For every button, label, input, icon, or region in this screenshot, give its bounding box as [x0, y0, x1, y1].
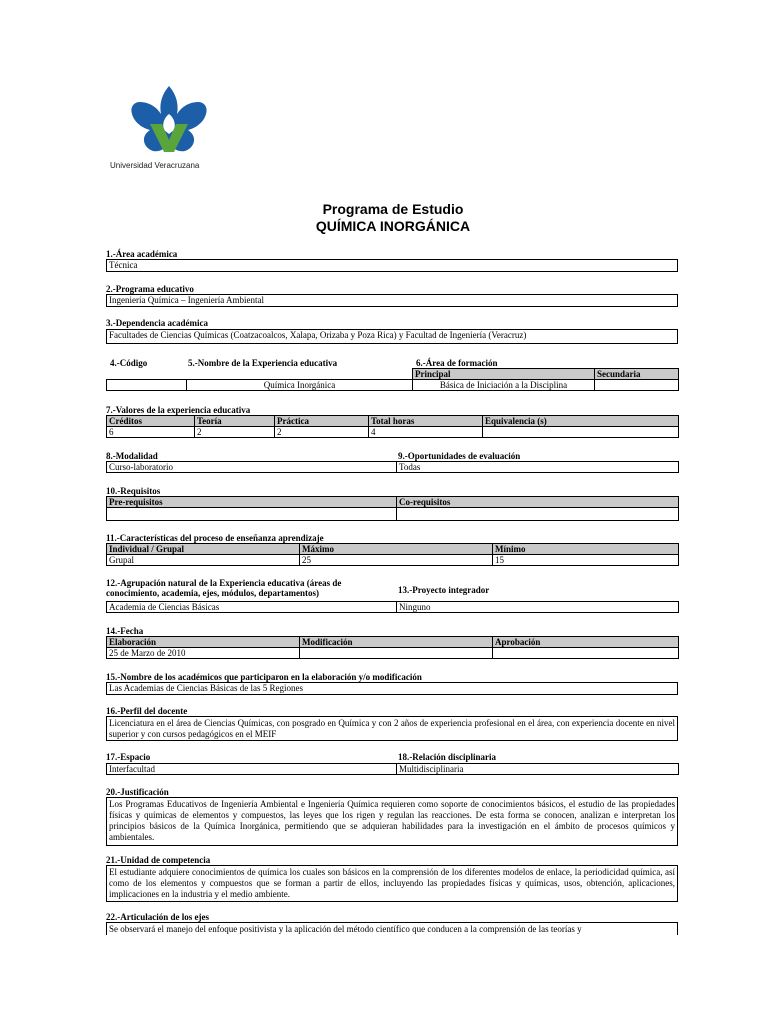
nombre-ee-value: Química Inorgánica — [187, 380, 413, 391]
modalidad-table — [106, 461, 679, 473]
espacio-table — [106, 763, 679, 775]
individual-grupal-value: Grupal — [107, 555, 300, 566]
section-6-label: 6.-Área de formación — [416, 358, 498, 368]
individual-grupal-header: Individual / Grupal — [107, 544, 300, 555]
unidad-competencia-value: El estudiante adquiere conocimientos de química los cuales son básicos en la comprensión de los diferentes modelos de enlace, la periodicidad química, así como de los elementos y compuestos que se forman a partir de ellos, incluyendo las propiedades físicas y químicas, usos, obtención, aplicaciones, implicaciones en la industria y el medio ambiente. — [106, 865, 678, 902]
programa-educativo-value: Ingeniería Química – Ingeniería Ambiental — [106, 294, 678, 307]
perfil-docente-value: Licenciatura en el área de Ciencias Químicas, con posgrado en Química y con 2 años de experiencia profesional en el área, con experiencia docente en nivel superior y con cursos pedagógicos en el MEIF — [106, 716, 678, 741]
teoria-header: Teoría — [195, 416, 275, 427]
secundaria-value — [595, 380, 679, 391]
oportunidades-value: Todas — [397, 462, 679, 473]
agrupacion-value: Academia de Ciencias Básicas — [107, 602, 397, 613]
principal-value: Básica de Iniciación a la Disciplina — [413, 380, 595, 391]
modificacion-value — [300, 648, 493, 659]
section-16-label: 16.-Perfil del docente — [106, 706, 188, 716]
section-13-label: 13.-Proyecto integrador — [398, 585, 490, 595]
caracteristicas-table — [106, 543, 679, 566]
section-14-label: 14.-Fecha — [106, 626, 144, 636]
secundaria-header: Secundaria — [595, 369, 679, 380]
section-12-label-line1: 12.-Agrupación natural de la Experiencia educativa (áreas de — [106, 578, 342, 588]
relacion-disciplinaria-value: Multidisciplinaria — [397, 764, 679, 775]
section-2-label: 2.-Programa educativo — [106, 284, 194, 294]
codigo-nombre-area-table — [106, 368, 679, 391]
section-3-label: 3.-Dependencia académica — [106, 318, 208, 328]
corequisitos-header: Co-requisitos — [397, 497, 679, 508]
university-name: Universidad Veracruzana — [110, 161, 200, 170]
total-horas-header: Total horas — [369, 416, 483, 427]
section-21-label: 21.-Unidad de competencia — [106, 855, 211, 865]
corequisitos-value — [397, 508, 679, 521]
section-9-label: 9.-Oportunidades de evaluación — [398, 451, 521, 461]
academicos-value: Las Academias de Ciencias Básicas de las 5 Regiones — [106, 682, 678, 695]
area-academica-value: Técnica — [106, 259, 678, 272]
document-title: Programa de Estudio — [322, 201, 464, 217]
elaboracion-header: Elaboración — [107, 637, 300, 648]
aprobacion-header: Aprobación — [493, 637, 679, 648]
section-1-label: 1.-Área académica — [106, 249, 178, 259]
section-10-label: 10.-Requisitos — [106, 486, 161, 496]
document-subtitle: QUÍMICA INORGÁNICA — [315, 218, 471, 234]
modificacion-header: Modificación — [300, 637, 493, 648]
dependencia-value: Facultades de Ciencias Químicas (Coatzacoalcos, Xalapa, Orizaba y Poza Rica) y Facultad de Ingeniería (Veracruz) — [106, 329, 678, 344]
university-logo — [128, 84, 210, 160]
minimo-header: Mínimo — [493, 544, 679, 555]
equivalencia-value — [483, 427, 679, 438]
modalidad-value: Curso-laboratorio — [107, 462, 397, 473]
section-18-label: 18.-Relación disciplinaria — [398, 752, 497, 762]
section-12-label-line2: conocimiento, academia, ejes, módulos, departamentos) — [106, 588, 319, 598]
valores-table — [106, 415, 679, 438]
section-20-label: 20.-Justificación — [106, 787, 169, 797]
section-4-label: 4.-Código — [110, 358, 148, 368]
agrupacion-table — [106, 601, 679, 613]
principal-header: Principal — [413, 369, 595, 380]
practica-header: Práctica — [275, 416, 369, 427]
elaboracion-value: 25 de Marzo de 2010 — [107, 648, 300, 659]
proyecto-integrador-value: Ninguno — [397, 602, 679, 613]
requisitos-table — [106, 496, 679, 521]
section-7-label: 7.-Valores de la experiencia educativa — [106, 405, 251, 415]
espacio-value: Interfacultad — [107, 764, 397, 775]
total-horas-value: 4 — [369, 427, 483, 438]
section-12-label — [106, 578, 396, 598]
prerequisitos-value — [107, 508, 397, 521]
section-17-label: 17.-Espacio — [106, 752, 151, 762]
section-22-label: 22.-Articulación de los ejes — [106, 912, 209, 922]
articulacion-ejes-value: Se observará el manejo del enfoque positivista y la aplicación del método científico que conducen a la comprensión de las teorías y — [106, 922, 678, 935]
maximo-header: Máximo — [300, 544, 493, 555]
creditos-header: Créditos — [107, 416, 195, 427]
section-15-label: 15.-Nombre de los académicos que participaron en la elaboración y/o modificación — [106, 672, 422, 682]
section-8-label: 8.-Modalidad — [106, 451, 158, 461]
maximo-value: 25 — [300, 555, 493, 566]
aprobacion-value — [493, 648, 679, 659]
justificacion-value: Los Programas Educativos de Ingeniería Ambiental e Ingeniería Química requieren como soporte de conocimientos básicos, el estudio de las propiedades físicas y químicas de elementos y compuestos, las leyes que los rigen y regulan las reacciones. De esta forma se conocen, analizan e interpretan los principios básicos de la Química Inorgánica, permitiendo que se adquieran habilidades para la investigación en el ámbito de procesos químicos y ambientales. — [106, 797, 678, 846]
section-5-label: 5.-Nombre de la Experiencia educativa — [188, 358, 338, 368]
creditos-value: 6 — [107, 427, 195, 438]
equivalencia-header: Equivalencia (s) — [483, 416, 679, 427]
fecha-table — [106, 636, 679, 659]
practica-value: 2 — [275, 427, 369, 438]
prerequisitos-header: Pre-requisitos — [107, 497, 397, 508]
minimo-value: 15 — [493, 555, 679, 566]
teoria-value: 2 — [195, 427, 275, 438]
codigo-value — [107, 380, 187, 391]
section-11-label: 11.-Características del proceso de enseñanza aprendizaje — [106, 533, 324, 543]
